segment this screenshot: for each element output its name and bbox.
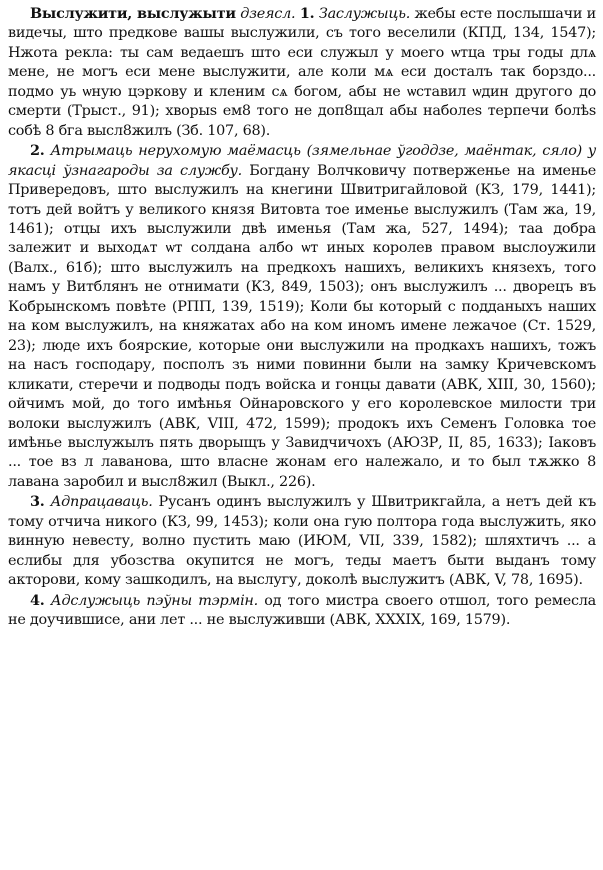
- sense-number: 1.: [299, 5, 315, 22]
- sense-citations: Русанъ одинъ выслужилъ у Швитрикгайла, а нетъ дей къ тому отчича никого (КЗ, 99, 1453); коли она гую полтора года выслужить, яко винную невесту, волно пустить маю (ИЮМ, VII, 339, 1582); шляхтичъ ... а еслибы для убозства окупится не могъ, теды маетъ быти выданъ тому акторови, кому зашкодилъ, на выслугу, доколѣ выслужитъ (АВК, V, 78, 1695).: [8, 494, 596, 589]
- entry-sense-3: [8, 492, 596, 590]
- sense-citations: Богдану Волчковичу потверженье на именье Привередовъ, што выслужилъ на кнегини Швитригайловой (КЗ, 179, 1441); тотъ дей войтъ у великого князя Витовта тое именье выслужилъ (Там жа, 19, 1461); отцы ихъ выслужили двѣ именья (Там жа, 527, 1494); таа добра залежит и выходѧт ѡт солдана албо ѡт иных королев правом выслоужили (Валх., 61б); што выслужилъ на предкохъ нашихъ, великихъ князехъ, того намъ у Витблянъ не отнимати (КЗ, 849, 1503); онъ выслужилъ ... дворецъ въ Кобрынскомъ повѣте (РПП, 139, 1519); Коли бы который с подданыхъ наших на ком выслужилъ, на княжатах або на ком иномъ имене лежачое (Ст. 1529, 23); люде ихъ боярские, которые они выслужили на продкахъ нашихъ, тожъ на насъ господару, посполъ зъ ними повинни были на замку Кричевскомъ кликати, стеречи и подводы подъ войска и гонцы давати (АВК, XIII, 30, 1560); ойчимъ мой, до того имѣнья Ойнаровского у его королевское милости три волоки выслужилъ (АВК, VIII, 472, 1599); продокъ ихъ Семенъ Головка тое имѣнье выслужылъ пять дворыщъ у Завидчичохъ (АЮЗР, II, 85, 1633); Iаковъ ... тое вз л лаванова, што власне жонам его належало, и то был тѫжко 8 лавана заробил и высл8жил (Выкл., 226).: [8, 162, 597, 490]
- entry-sense-4: [8, 591, 596, 631]
- entry-sense-2: [8, 141, 596, 492]
- sense-gloss: Адслужыць пэўны тэрмін.: [50, 592, 258, 609]
- dictionary-page: [8, 4, 596, 631]
- sense-number: 3.: [30, 493, 45, 511]
- sense-citations: од того мистра своего отшол, того ремесла не доучившисе, ани лет ... не выслуживши (АВК, XXXIX, 169, 1579).: [8, 592, 597, 629]
- sense-gloss: Атрымаць нерухомую маёмасць (зямельнае ўгоддзе, маёнтак, сяло) у якасці ўзнагароды за службу.: [8, 143, 596, 179]
- part-of-speech: дзеясл.: [240, 6, 296, 22]
- entry-sense-1: [8, 4, 596, 141]
- sense-citations: жебы есте послышачи и видечы, што предкове вашы выслужили, съ того веселили (КПД, 134, 1547); Нжота рекла: ты сам ведаешъ што еси служыл у моего ѡтца тры годы длѧ мене, не могъ еси мене выслужити, але коли мѧ еси досталъ так борздо... подмо уь ѡную цэркову и кленим сѧ богом, абы не ѡставил ѡдин другого до смерти (Трыст., 91); хворыѕ ем8 того не доп8щал абы наболеѕ терпечи болѣѕ собѣ 8 бга высл8жилъ (Зб. 107, 68).: [8, 6, 597, 139]
- entry-headword: Выслужити, выслужыти: [30, 5, 236, 22]
- sense-number: 2.: [30, 142, 45, 160]
- sense-gloss: Заслужыць.: [318, 6, 411, 22]
- sense-gloss: Адпрацаваць.: [50, 494, 153, 511]
- sense-number: 4.: [30, 591, 45, 609]
